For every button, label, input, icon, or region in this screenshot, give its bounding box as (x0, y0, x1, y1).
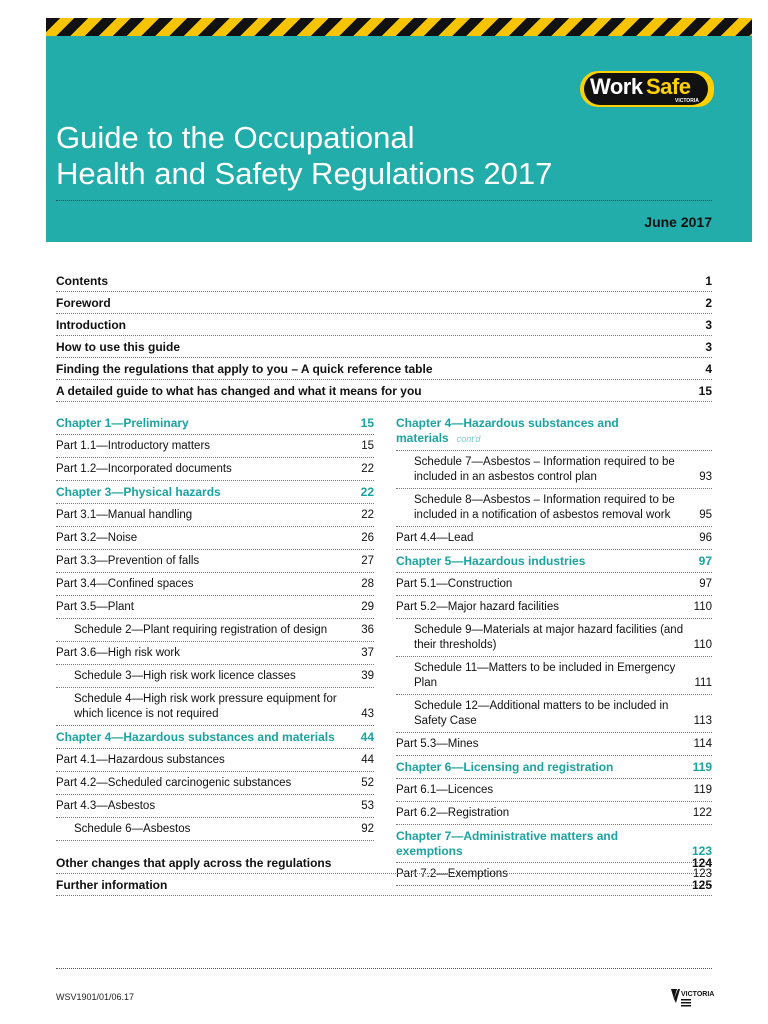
hazard-stripe (46, 18, 752, 36)
toc-main-list (56, 270, 712, 402)
toc-entry-page: 125 (691, 877, 712, 892)
publication-date: June 2017 (644, 214, 712, 230)
toc-entry-title: Part 3.5—Plant (56, 601, 134, 613)
title-line-1: Guide to the Occupational (56, 120, 415, 155)
toc-entry-title: Contents (56, 273, 108, 288)
toc-entry-page: 22 (361, 463, 374, 475)
toc-schedule-entry[interactable] (396, 451, 712, 489)
toc-entry-page: 123 (692, 868, 712, 880)
toc-entry-title: Part 7.2—Exemptions (396, 868, 508, 880)
toc-entry-title: Schedule 12—Additional matters to be included in Safety Case (414, 700, 669, 727)
toc-entry-page: 29 (361, 601, 374, 613)
toc-part-entry[interactable] (56, 596, 374, 619)
victoria-state-government-logo (670, 987, 714, 1015)
toc-chapter-entry[interactable] (56, 481, 374, 504)
toc-entry-title: Part 1.2—Incorporated documents (56, 463, 232, 475)
svg-text:VICTORIA: VICTORIA (681, 991, 714, 998)
toc-entry-title: Part 6.1—Licences (396, 784, 494, 796)
worksafe-logo: Work Safe VICTORIA (580, 71, 714, 107)
toc-entry-title: Schedule 4—High risk work pressure equipment for which licence is not required (74, 693, 337, 720)
toc-entry-title: Part 3.3—Prevention of falls (56, 555, 200, 567)
toc-entry-title: Part 1.1—Introductory matters (56, 440, 211, 452)
document-code: WSV1901/01/06.17 (56, 992, 135, 1002)
toc-entry[interactable] (56, 358, 712, 380)
toc-part-entry[interactable] (56, 749, 374, 772)
title-line-2: Health and Safety Regulations 2017 (56, 156, 553, 191)
toc-entry-title: Part 4.3—Asbestos (56, 800, 156, 812)
toc-entry-title: Part 3.4—Confined spaces (56, 578, 194, 590)
toc-entry-title: Part 3.1—Manual handling (56, 509, 193, 521)
toc-entry-page: 37 (361, 647, 374, 659)
toc-entry-page: 110 (693, 639, 712, 651)
toc-entry-page: 27 (361, 555, 374, 567)
toc-chapter-entry[interactable] (396, 756, 712, 779)
toc-entry-title: Part 4.4—Lead (396, 532, 474, 544)
toc-part-entry[interactable] (56, 458, 374, 481)
toc-entry-page: 15 (360, 416, 374, 430)
toc-schedule-entry[interactable] (396, 619, 712, 657)
toc-entry-page: 53 (361, 800, 374, 812)
toc-entry-page: 123 (691, 844, 712, 858)
toc-entry[interactable] (56, 336, 712, 358)
toc-entry-title: Chapter 5—Hazardous industries (396, 554, 586, 568)
toc-part-entry[interactable] (396, 779, 712, 802)
toc-entry-page: 114 (693, 738, 712, 750)
toc-entry-page: 28 (361, 578, 374, 590)
toc-entry-page: 93 (699, 471, 712, 483)
toc-entry-page: 97 (698, 554, 712, 568)
toc-schedule-entry[interactable] (56, 688, 374, 726)
toc-entry-title: Schedule 8—Asbestos – Information required to be included in a notification of asbestos removal work (414, 494, 675, 521)
toc-entry-page: 26 (361, 532, 374, 544)
toc-entry-title: Finding the regulations that apply to you – A quick reference table (56, 361, 433, 376)
continued-label: cont'd (456, 434, 481, 444)
toc-part-entry[interactable] (396, 596, 712, 619)
toc-entry[interactable] (56, 314, 712, 336)
toc-entry-title: Other changes that apply across the regulations (56, 855, 332, 870)
toc-schedule-entry[interactable] (396, 695, 712, 733)
toc-entry-page: 43 (361, 708, 374, 720)
toc-entry-page: 1 (705, 273, 712, 288)
toc-entry-title: Schedule 6—Asbestos (74, 823, 191, 835)
toc-entry-page: 15 (698, 383, 712, 398)
toc-entry-title: Part 5.1—Construction (396, 578, 513, 590)
toc-part-entry[interactable] (56, 504, 374, 527)
toc-entry-page: 111 (694, 677, 712, 689)
toc-entry-title: Schedule 9—Materials at major hazard facilities (and their thresholds) (414, 624, 684, 651)
toc-entry[interactable] (56, 874, 712, 896)
toc-entry-page: 36 (361, 624, 374, 636)
toc-part-entry[interactable] (56, 573, 374, 596)
toc-part-entry[interactable] (56, 772, 374, 795)
toc-entry[interactable] (56, 852, 712, 874)
toc-entry-title: Chapter 4—Hazardous substances and materials (56, 730, 335, 744)
toc-entry-title: Part 3.2—Noise (56, 532, 138, 544)
toc-entry-title: Introduction (56, 317, 126, 332)
toc-bottom-list (56, 852, 712, 896)
toc-entry-page: 119 (693, 784, 712, 796)
toc-entry-title: Foreword (56, 295, 111, 310)
toc-entry-page: 44 (360, 730, 374, 744)
toc-entry-title: Chapter 7—Administrative matters and exemptions (396, 829, 619, 858)
toc-part-entry[interactable] (396, 802, 712, 825)
toc-entry-page: 110 (693, 601, 712, 613)
toc-entry-page: 97 (699, 578, 712, 590)
toc-entry-title: Schedule 2—Plant requiring registration of design (74, 624, 328, 636)
toc-entry-page: 119 (692, 760, 712, 774)
toc-chapter-entry[interactable] (56, 412, 374, 435)
toc-entry-title: Chapter 1—Preliminary (56, 416, 189, 430)
toc-part-entry[interactable] (56, 550, 374, 573)
toc-entry-page: 3 (705, 339, 712, 354)
toc-entry-title: A detailed guide to what has changed and what it means for you (56, 383, 422, 398)
toc-entry-title: Schedule 11—Matters to be included in Emergency Plan (414, 662, 676, 689)
toc-entry-page: 22 (361, 509, 374, 521)
toc-entry-page: 113 (693, 715, 712, 727)
toc-entry-page: 22 (360, 485, 374, 499)
toc-entry-page: 122 (692, 807, 712, 819)
toc-entry[interactable] (56, 270, 712, 292)
toc-entry-title: Part 4.2—Scheduled carcinogenic substances (56, 777, 292, 789)
toc-entry-page: 96 (699, 532, 712, 544)
toc-schedule-entry[interactable] (396, 657, 712, 695)
toc-entry-page: 4 (705, 361, 712, 376)
toc-part-entry[interactable] (56, 795, 374, 818)
toc-entry-page: 3 (705, 317, 712, 332)
toc-part-entry[interactable] (396, 573, 712, 596)
toc-entry-page: 95 (699, 509, 712, 521)
toc-entry-title: Further information (56, 877, 168, 892)
title-divider (56, 200, 712, 201)
toc-right-column (396, 412, 712, 886)
toc-entry-title: How to use this guide (56, 339, 181, 354)
toc-entry-title: Chapter 6—Licensing and registration (396, 760, 614, 774)
toc-chapter-entry[interactable] (396, 412, 712, 451)
page-title (56, 120, 716, 192)
toc-schedule-entry[interactable] (56, 619, 374, 642)
toc-schedule-entry[interactable] (56, 665, 374, 688)
toc-part-entry[interactable] (56, 642, 374, 665)
toc-entry-title: Part 4.1—Hazardous substances (56, 754, 225, 766)
toc-entry-title: Part 3.6—High risk work (56, 647, 180, 659)
toc-chapter-entry[interactable] (396, 550, 712, 573)
toc-entry-page: 52 (361, 777, 374, 789)
toc-entry-title: Schedule 7—Asbestos – Information required to be included in an asbestos control plan (414, 456, 675, 483)
toc-part-entry[interactable] (56, 527, 374, 550)
toc-entry[interactable] (56, 292, 712, 314)
toc-part-entry[interactable] (56, 435, 374, 458)
toc-entry[interactable] (56, 380, 712, 402)
footer-divider (56, 968, 712, 969)
toc-part-entry[interactable] (396, 733, 712, 756)
toc-schedule-entry[interactable] (56, 818, 374, 841)
toc-entry-page: 2 (705, 295, 712, 310)
toc-entry-title: Chapter 4—Hazardous substances and materials cont'd (396, 416, 619, 445)
toc-entry-title: Part 6.2—Registration (396, 807, 510, 819)
toc-part-entry[interactable] (396, 527, 712, 550)
toc-entry-title: Schedule 3—High risk work licence classes (74, 670, 296, 682)
toc-left-column (56, 412, 374, 841)
toc-entry-title: Part 5.3—Mines (396, 738, 479, 750)
toc-entry-title: Chapter 3—Physical hazards (56, 485, 221, 499)
toc-entry-page: 124 (691, 855, 712, 870)
toc-entry-page: 92 (361, 823, 374, 835)
toc-chapter-entry[interactable] (56, 726, 374, 749)
toc-schedule-entry[interactable] (396, 489, 712, 527)
toc-entry-page: 39 (361, 670, 374, 682)
toc-entry-page: 15 (361, 440, 374, 452)
toc-entry-page: 44 (361, 754, 374, 766)
toc-entry-title: Part 5.2—Major hazard facilities (396, 601, 559, 613)
